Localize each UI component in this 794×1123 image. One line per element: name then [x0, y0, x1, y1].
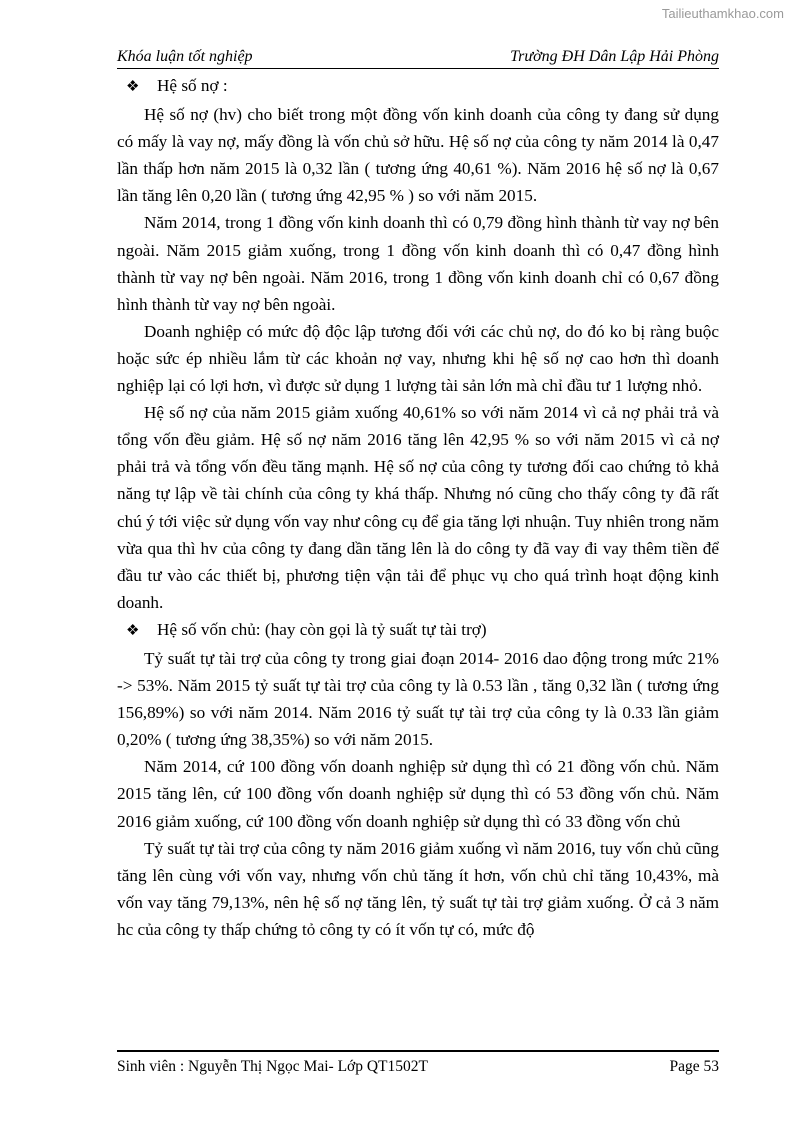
- paragraph: Hệ số nợ của năm 2015 giảm xuống 40,61% so với năm 2014 vì cả nợ phải trả và tổng vốn đều giảm. Hệ số nợ năm 2016 tăng lên 42,95 % so với năm 2015 vì cả nợ phải trả và tổng vốn đều tăng mạnh. Hệ số nợ của công ty tương đối cao chứng tỏ khả năng tự lập về tài chính của công ty khá thấp. Nhưng nó cũng cho thấy công ty đã rất chú ý tới việc sử dụng vốn vay như công cụ để gia tăng lợi nhuận. Tuy nhiên trong năm vừa qua thì hv của công ty đang dần tăng lên là do công ty đã vay đi vay thêm tiền để đầu tư vào các thiết bị, phương tiện vận tải để phục vụ cho quá trình hoạt động kinh doanh.: [117, 403, 720, 612]
- page-header: [117, 46, 719, 69]
- paragraph: Doanh nghiệp có mức độ độc lập tương đối với các chủ nợ, do đó ko bị ràng buộc hoặc sức ép nhiều lắm từ các khoản nợ vay, nhưng khi hệ số nợ cao hơn thì doanh nghiệp lại có lợi hơn, vì được sử dụng 1 lượng tài sản lớn mà chỉ đầu tư 1 lượng nhỏ.: [117, 321, 719, 396]
- page-number: Page 53: [669, 1058, 719, 1075]
- page-footer: [117, 1050, 719, 1082]
- header-thesis-title: Khóa luận tốt nghiệp: [117, 48, 253, 65]
- section-heading-debt-ratio: [117, 72, 719, 101]
- paragraph: Tỷ suất tự tài trợ của công ty trong giai đoạn 2014- 2016 dao động trong mức 21% -> 53%. Năm 2015 tỷ suất tự tài trợ của công ty là 0.53 lần , tăng 0,32 lần ( tương ứng 156,89%) so với năm 2014. Năm 2016 tỷ suất tự tài trợ của công ty là 0.33 lần giảm 0,20% ( tương ứng 38,35%) so với năm 2015.: [117, 648, 719, 750]
- diamond-bullet-icon: ❖: [126, 79, 140, 95]
- page-body: [117, 72, 719, 943]
- section-heading-equity-ratio: [117, 616, 719, 645]
- paragraph: Hệ số nợ (hv) cho biết trong một đồng vốn kinh doanh của công ty đang sử dụng có mấy là vay nợ, mấy đồng là vốn chủ sở hữu. Hệ số nợ của công ty năm 2014 là 0,47 lần thấp hơn năm 2015 là 0,32 lần ( tương ứng 40,61 %). Năm 2016 hệ số nợ là 0,67 lần tăng lên 0,20 lần ( tương ứng 42,95 % ) so với năm 2015.: [117, 105, 719, 206]
- watermark: Tailieuthamkhao.com: [661, 6, 784, 21]
- heading-text: Hệ số nợ :: [157, 76, 228, 95]
- paragraph: Năm 2014, trong 1 đồng vốn kinh doanh thì có 0,79 đồng hình thành từ vay nợ bên ngoài. Năm 2015 giảm xuống, trong 1 đồng vốn kinh doanh thì có 0,47 đồng hình thành từ vay nợ bên ngoài. Năm 2016, trong 1 đồng vốn kinh doanh chỉ có 0,67 đồng hình thành từ vay nợ bên ngoài.: [117, 213, 719, 314]
- footer-student-info: Sinh viên : Nguyễn Thị Ngọc Mai- Lớp QT1502T: [117, 1058, 428, 1075]
- header-university: Trường ĐH Dân Lập Hải Phòng: [510, 48, 719, 65]
- heading-text: Hệ số vốn chủ: (hay còn gọi là tỷ suất tự tài trợ): [157, 619, 487, 639]
- diamond-bullet-icon: ❖: [126, 622, 140, 639]
- paragraph: Tỷ suất tự tài trợ của công ty năm 2016 giảm xuống vì năm 2016, tuy vốn chủ cũng tăng lên cùng với vốn vay, nhưng vốn chủ tăng ít hơn, vốn chủ chỉ tăng 10,43%, mà vốn vay tăng 79,13%, nên hệ số nợ tăng lên, tỷ suất tự tài trợ giảm xuống. Ở cả 3 năm hc của công ty thấp chứng tỏ công ty có ít vốn tự có, mức độ: [117, 838, 719, 939]
- paragraph: Năm 2014, cứ 100 đồng vốn doanh nghiệp sử dụng thì có 21 đồng vốn chủ. Năm 2015 tăng lên, cứ 100 đồng vốn doanh nghiệp sử dụng thì có 53 đồng vốn chủ. Năm 2016 giảm xuống, cứ 100 đồng vốn doanh nghiệp sử dụng thì có 33 đồng vốn chủ: [117, 757, 719, 831]
